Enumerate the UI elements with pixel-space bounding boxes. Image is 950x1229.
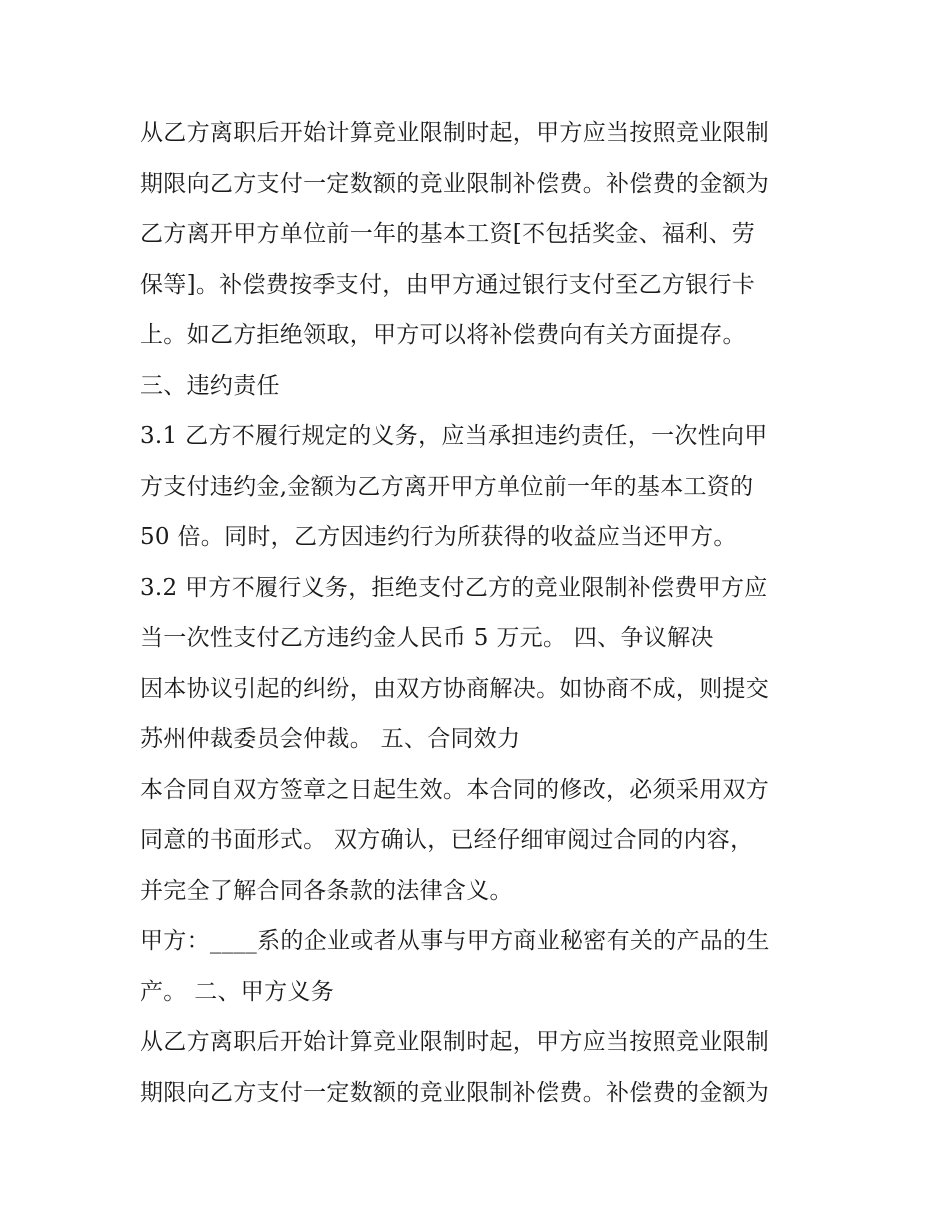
party-a-line: 甲方：____系的企业或者从事与甲方商业秘密有关的产品的生 — [140, 928, 770, 954]
text-line: 期限向乙方支付一定数额的竞业限制补偿费。补偿费的金额为 — [140, 170, 770, 197]
text-line: 从乙方离职后开始计算竞业限制时起，甲方应当按照竞业限制 — [140, 120, 770, 146]
text-line: 并完全了解合同各条款的法律含义。 — [140, 877, 513, 904]
text-line: 50 倍。同时，乙方因违约行为所获得的收益应当还甲方。 — [140, 524, 737, 550]
text-line: 本合同自双方签章之日起生效。本合同的修改，必须采用双方 — [140, 776, 770, 803]
text-line: 乙方离开甲方单位前一年的基本工资[不包括奖金、福利、劳 — [140, 221, 756, 247]
text-line: 上。如乙方拒绝领取，甲方可以将补偿费向有关方面提存。 — [140, 322, 746, 348]
text-line: 期限向乙方支付一定数额的竞业限制补偿费。补偿费的金额为 — [140, 1079, 770, 1106]
text-line: 同意的书面形式。 双方确认，已经仔细审阅过合同的内容， — [140, 827, 754, 853]
text-line: 保等]。补偿费按季支付，由甲方通过银行支付至乙方银行卡 — [140, 271, 756, 298]
document-body — [140, 108, 830, 1118]
text-line: 苏州仲裁委员会仲裁。 五、合同效力 — [140, 726, 521, 752]
text-line: 产。 二、甲方义务 — [140, 978, 335, 1005]
text-line: 3.1 乙方不履行规定的义务，应当承担违约责任，一次性向甲 — [140, 423, 768, 449]
text-line: 3.2 甲方不履行义务，拒绝支付乙方的竞业限制补偿费甲方应 — [140, 574, 768, 601]
section-heading-breach-liability: 三、违约责任 — [140, 372, 280, 399]
text-line: 从乙方离职后开始计算竞业限制时起，甲方应当按照竞业限制 — [140, 1029, 770, 1055]
text-line: 当一次性支付乙方违约金人民币 5 万元。 四、争议解决 — [140, 625, 714, 651]
text-line: 方支付违约金,金额为乙方离开甲方单位前一年的基本工资的 — [140, 473, 754, 500]
text-line: 因本协议引起的纠纷，由双方协商解决。如协商不成，则提交 — [140, 675, 770, 702]
